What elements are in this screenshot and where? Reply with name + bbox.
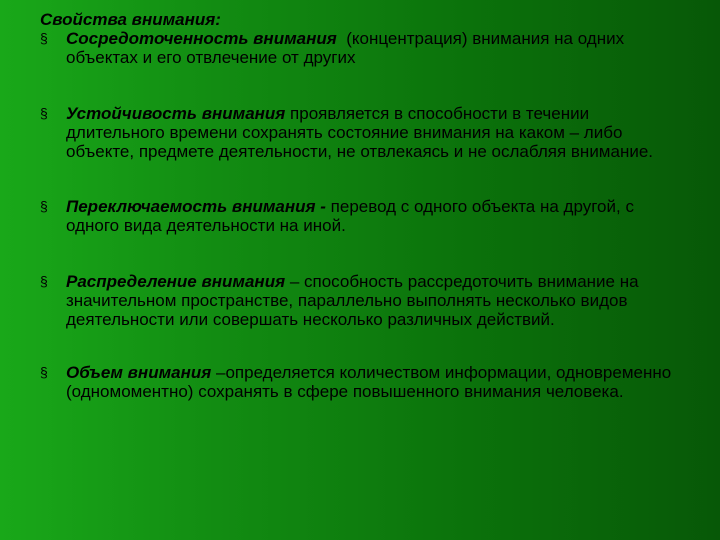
bullet-icon: § xyxy=(40,273,48,289)
bullet-icon: § xyxy=(40,105,48,121)
item-term: Объем внимания xyxy=(66,363,212,382)
bullet-icon: § xyxy=(40,198,48,214)
slide-heading: Свойства внимания: xyxy=(40,10,221,29)
item-text: проявляется в способности в течении длительного времени сохранять состояние внимания на каком – либо объекте, предмете деятельности, не отвлекаясь и не ослабляя внимание. xyxy=(66,104,654,161)
item-term: Переключаемость внимания - xyxy=(66,197,326,216)
item-text: (концентрация) внимания на одних объектах и его отвлечение от других xyxy=(66,29,629,67)
item-text: –определяется количеством информации, одновременно (одномоментно) сохранять в сфере повышенного внимания человека. xyxy=(66,363,676,401)
list-item xyxy=(40,29,690,67)
list-item xyxy=(40,197,690,235)
item-text: перевод с одного объекта на другой, с одного вида деятельности на иной. xyxy=(66,197,639,235)
list-item xyxy=(40,363,690,401)
slide-content xyxy=(40,10,690,401)
item-term: Устойчивость внимания xyxy=(66,104,286,123)
bullet-icon: § xyxy=(40,30,48,46)
item-term: Сосредоточенность внимания xyxy=(66,29,337,48)
item-text: – способность рассредоточить внимание на значительном пространстве, параллельно выполнять несколько видов деятельности или совершать несколько различных действий. xyxy=(66,272,644,329)
list-item xyxy=(40,104,690,161)
list-item xyxy=(40,272,690,329)
bullet-icon: § xyxy=(40,364,48,380)
item-term: Распределение внимания xyxy=(66,272,286,291)
